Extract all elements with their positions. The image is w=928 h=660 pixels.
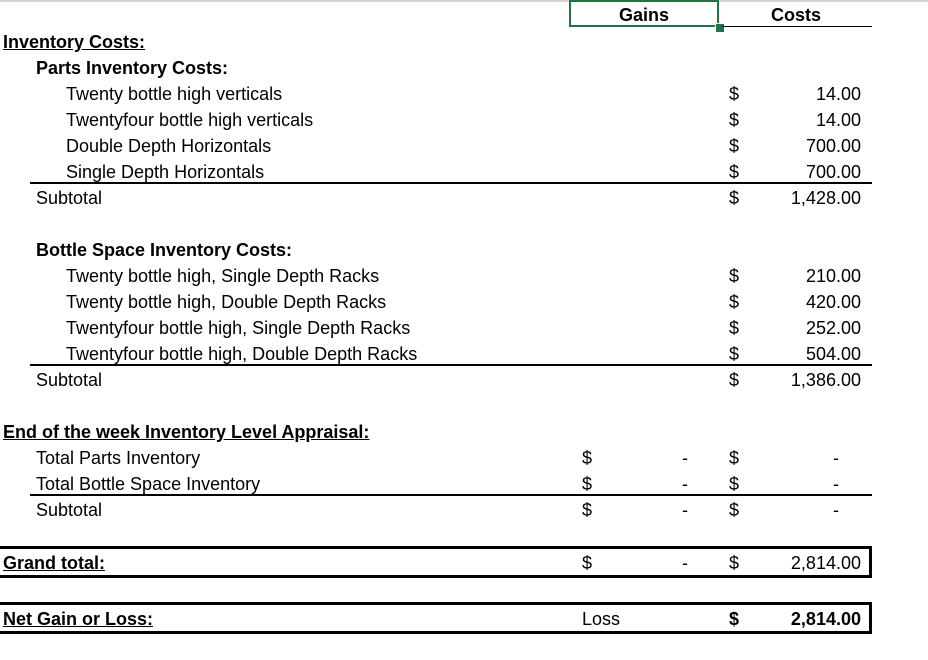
net-cost-currency[interactable]: $ (729, 609, 740, 629)
parts-subtotal-cost[interactable]: 1,428.00 (790, 188, 861, 208)
bottle-row-currency[interactable]: $ (729, 344, 740, 364)
bottle-row-cost[interactable]: 210.00 (805, 266, 861, 286)
net-cost[interactable]: 2,814.00 (790, 609, 861, 629)
bottle-row-currency[interactable]: $ (729, 318, 740, 338)
grand-total-border (0, 546, 872, 578)
parts-subtotal-currency[interactable]: $ (729, 188, 740, 208)
parts-row-currency[interactable]: $ (729, 136, 740, 156)
net-right-border (869, 602, 872, 634)
appraisal-row-gain[interactable]: - (682, 474, 688, 494)
grand-total-cost[interactable]: 2,814.00 (790, 553, 861, 573)
costs-header[interactable]: Costs (770, 5, 821, 25)
parts-row-currency[interactable]: $ (729, 110, 740, 130)
parts-row-cost[interactable]: 14.00 (815, 84, 861, 104)
grand-total-gain-currency[interactable]: $ (582, 553, 593, 573)
appraisal-row-gain[interactable]: - (682, 448, 688, 468)
appraisal-subtotal-gain-currency[interactable]: $ (582, 500, 593, 520)
gains-header[interactable]: Gains (618, 5, 670, 25)
bottle-subtotal-currency[interactable]: $ (729, 370, 740, 390)
parts-row-cost[interactable]: 700.00 (805, 162, 861, 182)
bottle-row-label[interactable]: Twenty bottle high, Single Depth Racks (66, 266, 380, 286)
appraisal-row-cost[interactable]: - (833, 448, 839, 468)
parts-row-label[interactable]: Twentyfour bottle high verticals (66, 110, 314, 130)
grand-total-cost-currency[interactable]: $ (729, 553, 740, 573)
parts-row-cost[interactable]: 700.00 (805, 136, 861, 156)
parts-inventory-title[interactable]: Parts Inventory Costs: (36, 58, 229, 78)
appraisal-title[interactable]: End of the week Inventory Level Appraisal: (3, 422, 370, 442)
appraisal-subtotal-cost[interactable]: - (833, 500, 839, 520)
bottle-row-cost[interactable]: 504.00 (805, 344, 861, 364)
bottle-space-title[interactable]: Bottle Space Inventory Costs: (36, 240, 293, 260)
bottle-row-label[interactable]: Twentyfour bottle high, Double Depth Racks (66, 344, 418, 364)
parts-row-currency[interactable]: $ (729, 162, 740, 182)
bottle-row-currency[interactable]: $ (729, 266, 740, 286)
parts-row-currency[interactable]: $ (729, 84, 740, 104)
appraisal-row-gain-currency[interactable]: $ (582, 448, 593, 468)
bottle-subtotal-border (30, 364, 872, 366)
appraisal-row-label[interactable]: Total Bottle Space Inventory (36, 474, 261, 494)
bottle-row-label[interactable]: Twentyfour bottle high, Single Depth Racks (66, 318, 411, 338)
appraisal-subtotal-label[interactable]: Subtotal (36, 500, 103, 520)
bottle-subtotal-cost[interactable]: 1,386.00 (790, 370, 861, 390)
appraisal-row-cost[interactable]: - (833, 474, 839, 494)
bottle-subtotal-label[interactable]: Subtotal (36, 370, 103, 390)
grand-total-label[interactable]: Grand total: (3, 553, 105, 573)
bottle-row-label[interactable]: Twenty bottle high, Double Depth Racks (66, 292, 387, 312)
appraisal-row-cost-currency[interactable]: $ (729, 474, 740, 494)
parts-subtotal-label[interactable]: Subtotal (36, 188, 103, 208)
bottle-row-cost[interactable]: 252.00 (805, 318, 861, 338)
net-gain-text[interactable]: Loss (582, 609, 621, 629)
parts-row-label[interactable]: Twenty bottle high verticals (66, 84, 283, 104)
appraisal-row-label[interactable]: Total Parts Inventory (36, 448, 201, 468)
appraisal-row-cost-currency[interactable]: $ (729, 448, 740, 468)
appraisal-subtotal-cost-currency[interactable]: $ (729, 500, 740, 520)
parts-row-cost[interactable]: 14.00 (815, 110, 861, 130)
sheet-top-border (0, 0, 928, 2)
grand-total-gain[interactable]: - (682, 553, 688, 573)
parts-subtotal-border (30, 182, 872, 184)
costs-header-underline (722, 26, 872, 27)
grand-total-right-border (869, 546, 872, 578)
bottle-row-currency[interactable]: $ (729, 292, 740, 312)
inventory-costs-title[interactable]: Inventory Costs: (3, 32, 146, 52)
bottle-row-cost[interactable]: 420.00 (805, 292, 861, 312)
appraisal-subtotal-border (30, 494, 872, 496)
appraisal-row-gain-currency[interactable]: $ (582, 474, 593, 494)
parts-row-label[interactable]: Double Depth Horizontals (66, 136, 272, 156)
appraisal-subtotal-gain[interactable]: - (682, 500, 688, 520)
net-label[interactable]: Net Gain or Loss: (3, 609, 154, 629)
parts-row-label[interactable]: Single Depth Horizontals (66, 162, 265, 182)
